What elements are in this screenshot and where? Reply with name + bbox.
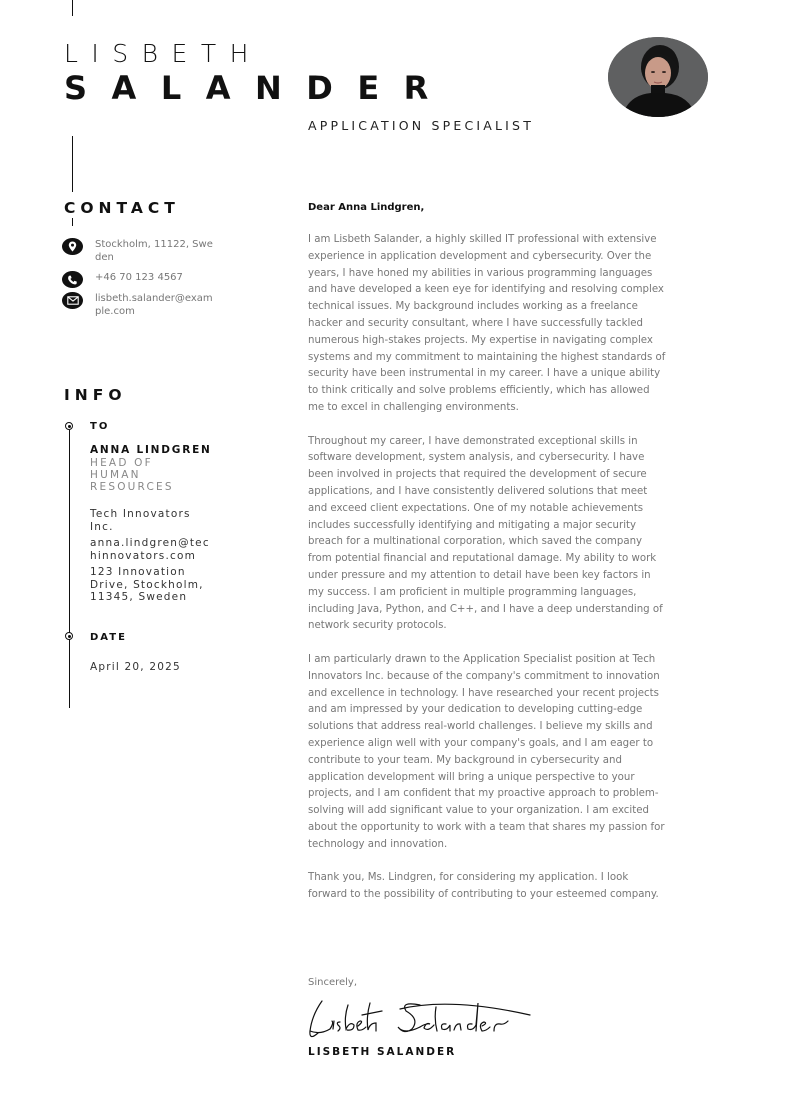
- contact-phone-text[interactable]: +46 70 123 4567: [95, 272, 183, 283]
- paragraph-experience: Throughout my career, I have demonstrated exceptional skills in software development, system analysis, and cybersecurity. I have been involved in projects that required the development of secure applications, and I have consistently delivered solutions that meet and exceed client expectations. One of my notable achievements includes successfully identifying and mitigating a major security breach for a multinational corporation, which saved the company from potential financial and reputational damage. My ability to work under pressure and my attention to detail have been key factors in my success. I am proficient in multiple programming languages, including Java, Python, and C++, and I have a deep understanding of network security protocols.: [308, 435, 663, 632]
- contact-location: [62, 238, 215, 264]
- contact-location-text: Stockholm, 11122, Sweden: [95, 239, 213, 263]
- recipient-block: [90, 444, 215, 604]
- info-timeline-line: [69, 430, 70, 708]
- signature-graphic: [300, 995, 550, 1045]
- recipient-email[interactable]: anna.lindgren@techinnovators.com: [90, 537, 210, 562]
- letter-body: [308, 232, 668, 921]
- recipient-name: ANNA LINDGREN: [90, 444, 212, 456]
- recipient-address: 123 Innovation Drive, Stockholm, 11345, Sweden: [90, 566, 204, 603]
- closing: Sincerely,: [308, 977, 358, 988]
- profile-photo: [608, 37, 708, 117]
- paragraph-introduction: I am Lisbeth Salander, a highly skilled IT professional with extensive experience in application development and cybersecurity. Over the years, I have honed my abilities in various programming languages and have developed a keen eye for identifying and resolving complex technical issues. My background includes working as a freelance hacker and security consultant, where I have successfully tackled numerous high-stakes projects. My expertise in navigating complex systems and my commitment to maintaining the highest standards of security have been instrumental in my career. I have a unique ability to think critically and solve problems efficiently, which has allowed me to excel in challenging environments.: [308, 234, 666, 413]
- letter-date: April 20, 2025: [90, 661, 181, 673]
- decorative-line-upper: [72, 136, 73, 192]
- envelope-icon: [62, 292, 83, 309]
- decorative-line-top: [72, 0, 73, 16]
- recipient-role: HEAD OF HUMAN RESOURCES: [90, 457, 174, 493]
- decorative-line-contact-tick: [72, 218, 73, 226]
- contact-heading: CONTACT: [64, 199, 180, 217]
- timeline-dot-date-icon: [65, 632, 73, 640]
- to-label: TO: [90, 421, 110, 432]
- contact-email: [62, 292, 215, 318]
- salutation: Dear Anna Lindgren,: [308, 202, 425, 213]
- paragraph-motivation: I am particularly drawn to the Application Specialist position at Tech Innovators Inc. because of the company's commitment to innovation and excellence in technology. I have researched your recent projects and am impressed by your dedication to developing cutting-edge solutions that address real-world challenges. I believe my skills and experience align well with your company's goals, and I am eager to contribute to your team. My background in cybersecurity and application development will bring a unique perspective to your projects, and I am confident that my proactive approach to problem-solving will add significant value to your organization. I am excited about the opportunity to work with a team that shares my passion for technology and innovation.: [308, 653, 665, 850]
- contact-email-text[interactable]: lisbeth.salander@example.com: [95, 293, 213, 317]
- handwritten-signature: [300, 995, 550, 1049]
- timeline-dot-to-icon: [65, 422, 73, 430]
- info-heading: INFO: [64, 386, 127, 404]
- location-pin-icon: [62, 238, 83, 255]
- last-name: SALANDER: [64, 69, 453, 107]
- contact-phone: [62, 271, 215, 288]
- signer-name: LISBETH SALANDER: [308, 1046, 457, 1058]
- paragraph-thanks: Thank you, Ms. Lindgren, for considering my application. I look forward to the possibility of contributing to your esteemed company.: [308, 872, 659, 901]
- date-label: DATE: [90, 632, 127, 643]
- job-title: APPLICATION SPECIALIST: [308, 118, 535, 133]
- portrait-image: [608, 37, 708, 117]
- recipient-company: Tech Innovators Inc.: [90, 508, 191, 533]
- first-name: LISBETH: [64, 39, 262, 68]
- phone-icon: [62, 271, 83, 288]
